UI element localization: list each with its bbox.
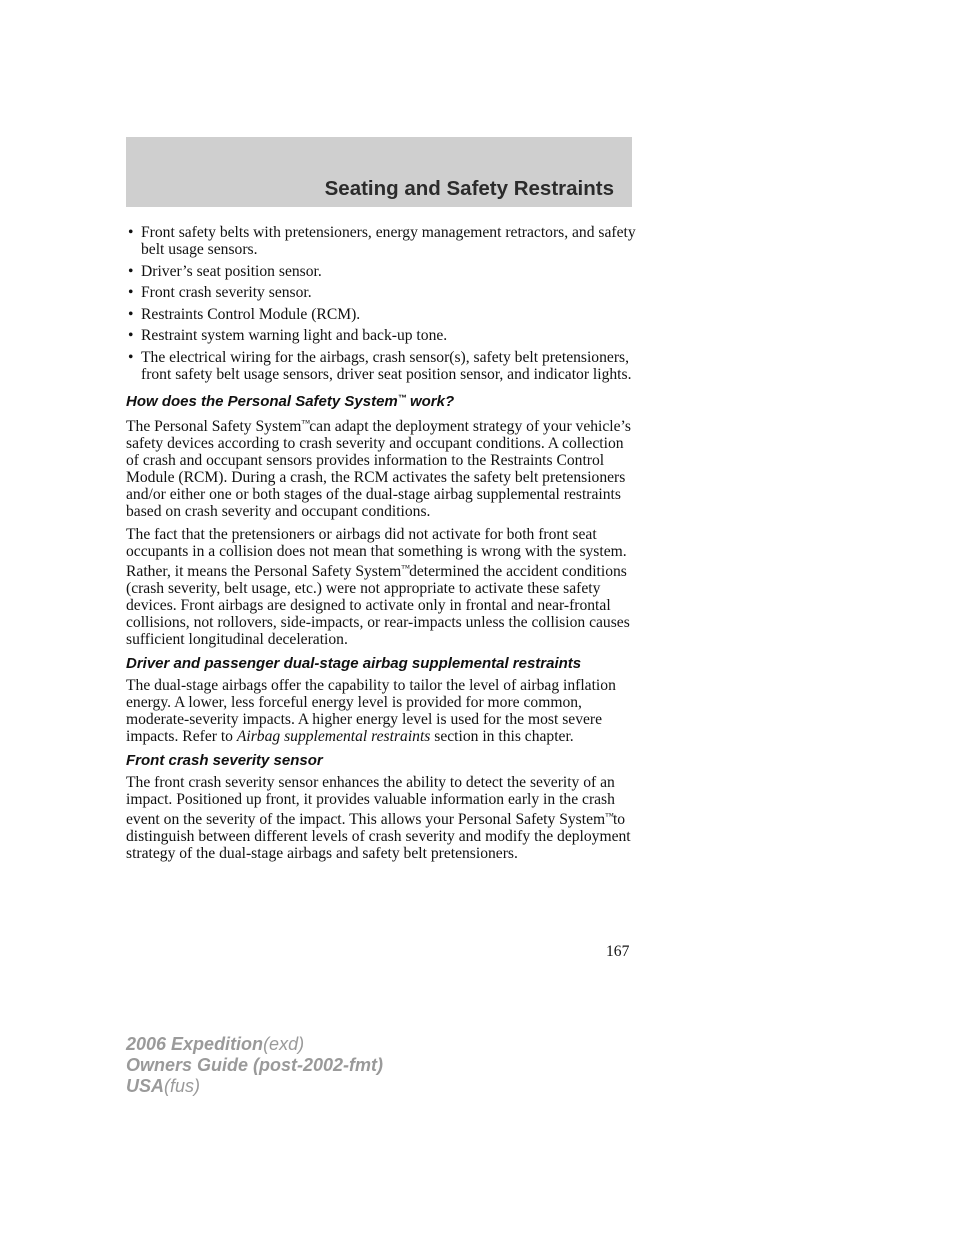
trademark-icon: ™ (301, 417, 310, 428)
list-item: • Restraints Control Module (RCM). (128, 305, 361, 323)
component-bullet-list (126, 224, 636, 383)
bullet-icon: • (128, 348, 134, 366)
how-it-works-heading: How does the Personal Safety System™ work? (126, 392, 455, 410)
dual-stage-paragraph: The dual-stage airbags offer the capability to tailor the level of airbag inflation energy. A lower, less forceful energy level is provided for more common, moderate-severity impacts. A higher energy level is used for the most severe impacts. Refer to Airbag supplemental restraints section in this chapter. (126, 676, 616, 745)
bullet-icon: • (128, 224, 134, 241)
bullet-icon: • (128, 284, 134, 301)
footer-line-guide: Owners Guide (post-2002-fmt) (126, 1055, 384, 1075)
trademark-icon: ™ (605, 810, 613, 821)
list-item: • The electrical wiring for the airbags, crash sensor(s), safety belt pretensioners, front safety belt usage sensors, driver seat position sensor, and indicator lights. (128, 348, 632, 383)
how-it-works-paragraph-1: The Personal Safety System™can adapt the deployment strategy of your vehicle’s safety devices according to crash severity and occupant conditions. A collection of crash and occupant sensors provides information to the Restraints Control Module (RCM). During a crash, the RCM activates the safety belt pretensioners and/or either one or both stages of the dual-stage airbag supplemental restraints based on crash severity and occupant conditions. (126, 417, 631, 520)
document-footer (126, 1034, 383, 1097)
footer-line-market: USA(fus) (126, 1076, 201, 1096)
dual-stage-heading: Driver and passenger dual-stage airbag supplemental restraints (126, 654, 582, 672)
list-item: • Driver’s seat position sensor. (128, 262, 322, 280)
page-number: 167 (606, 943, 630, 960)
bullet-icon: • (128, 327, 134, 344)
crash-sensor-heading: Front crash severity sensor (126, 751, 323, 769)
section-header-title: Seating and Safety Restraints (324, 177, 614, 200)
list-item: • Restraint system warning light and back-up tone. (128, 327, 448, 344)
cross-reference-link-text: Airbag supplemental restraints (236, 727, 431, 745)
section-header-band (126, 137, 632, 207)
list-item: • Front crash severity sensor. (128, 284, 312, 301)
trademark-icon: ™ (397, 392, 406, 403)
bullet-icon: • (128, 262, 134, 280)
page-content (126, 224, 636, 868)
bullet-icon: • (128, 305, 134, 323)
list-item: • Front safety belts with pretensioners, energy management retractors, and safety belt usage sensors. (128, 224, 636, 258)
how-it-works-paragraph-2: The fact that the pretensioners or airbags did not activate for both front seat occupants in a collision does not mean that something is wrong with the system. Rather, it means the Personal Safety System™determined the accident conditions (crash severity, belt usage, etc.) were not appropriate to activate these safety devices. Front airbags are designed to activate only in frontal and near-frontal collisions, not rollovers, side-impacts, or rear-impacts unless the collision causes sufficient longitudinal deceleration. (126, 525, 630, 648)
trademark-icon: ™ (401, 562, 410, 573)
crash-sensor-paragraph: The front crash severity sensor enhances the ability to detect the severity of an impact. Positioned up front, it provides valuable information early in the crash event on the severity of the impact. This allows your Personal Safety System™to distinguish between different levels of crash severity and modify the deployment strategy of the dual-stage airbags and safety belt pretensioners. (126, 773, 631, 862)
footer-line-model: 2006 Expedition(exd) (126, 1034, 305, 1054)
